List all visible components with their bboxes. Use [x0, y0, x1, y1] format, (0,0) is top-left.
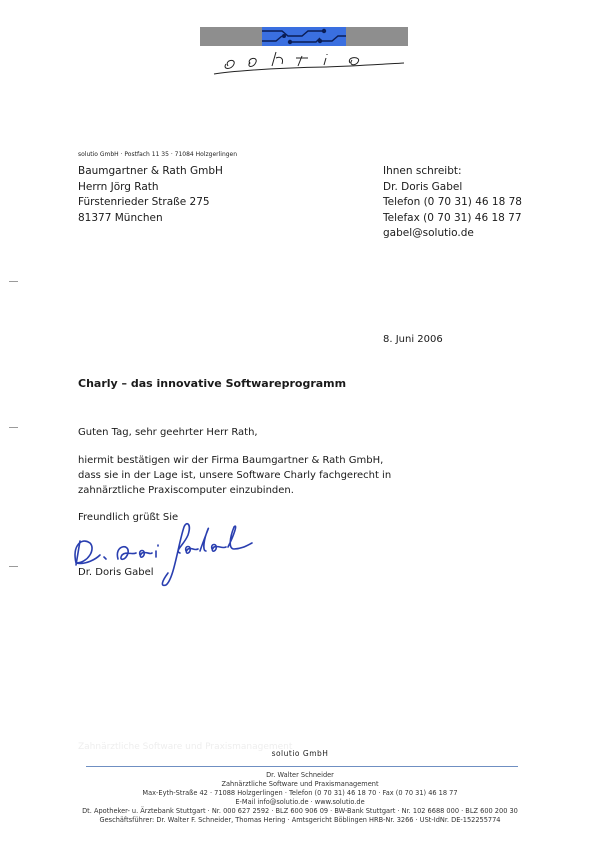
recipient-company: Baumgartner & Rath GmbH: [78, 165, 223, 177]
contact-email: gabel@solutio.de: [383, 227, 474, 240]
footer-line: Dr. Walter Schneider: [266, 771, 334, 779]
footer-company: solutio GmbH: [271, 749, 329, 758]
footer-line: Dt. Apotheker- u. Ärztebank Stuttgart · Nr. 000 627 2592 · BLZ 600 906 09 · BW-Bank Stuttgart · Nr. 102 6688 000 · BLZ 600 200 30: [82, 807, 518, 815]
signer-name: Dr. Doris Gabel: [78, 567, 154, 578]
contact-block: [383, 164, 522, 242]
logo-band: [200, 27, 408, 46]
faint-watermark-text: Zahnärztliche Software und Praxismanagement: [78, 742, 293, 752]
footer-line: E-Mail info@solutio.de · www.solutio.de: [235, 798, 365, 806]
recipient-address: [78, 164, 223, 226]
sender-return-address: solutio GmbH · Postfach 11 35 · 71084 Holzgerlingen: [78, 151, 238, 158]
footer-divider: [86, 766, 518, 767]
contact-phone: Telefon (0 70 31) 46 18 78: [383, 196, 522, 209]
fold-mark: [9, 566, 18, 567]
letter-subject: Charly – das innovative Softwareprogramm: [78, 377, 347, 390]
footer-line: Geschäftsführer: Dr. Walter F. Schneider, Thomas Hering · Amtsgericht Böblingen HRB-Nr. 3266 · USt-IdNr. DE-152255774: [99, 816, 501, 824]
solutio-circuit-logo-icon: [262, 27, 346, 46]
letter-closing: Freundlich grüßt Sie: [78, 512, 179, 523]
letter-body: hiermit bestätigen wir der Firma Baumgartner & Rath GmbH, dass sie in der Lage ist, unsere Software Charly fachgerecht in zahnärztliche Praxiscomputer einzubinden.: [78, 455, 392, 497]
recipient-person: Herrn Jörg Rath: [78, 180, 159, 193]
letter-date: 8. Juni 2006: [383, 334, 443, 345]
contact-heading: Ihnen schreibt:: [383, 165, 462, 177]
fold-mark: [9, 281, 18, 282]
recipient-street: Fürstenrieder Straße 275: [78, 196, 210, 209]
solutio-script-logo-icon: [206, 48, 406, 78]
contact-name: Dr. Doris Gabel: [383, 180, 463, 193]
letter-salutation: Guten Tag, sehr geehrter Herr Rath,: [78, 427, 258, 438]
footer-line: Max-Eyth-Straße 42 · 71088 Holzgerlingen · Telefon (0 70 31) 46 18 70 · Fax (0 70 31) 46 18 77: [142, 789, 458, 797]
contact-fax: Telefax (0 70 31) 46 18 77: [383, 211, 522, 224]
punch-mark: [9, 427, 18, 428]
recipient-city: 81377 München: [78, 211, 163, 224]
footer-line: Zahnärztliche Software und Praxismanagement: [221, 780, 379, 788]
handwritten-signature-icon: [66, 515, 256, 593]
footer-details: [0, 771, 600, 825]
